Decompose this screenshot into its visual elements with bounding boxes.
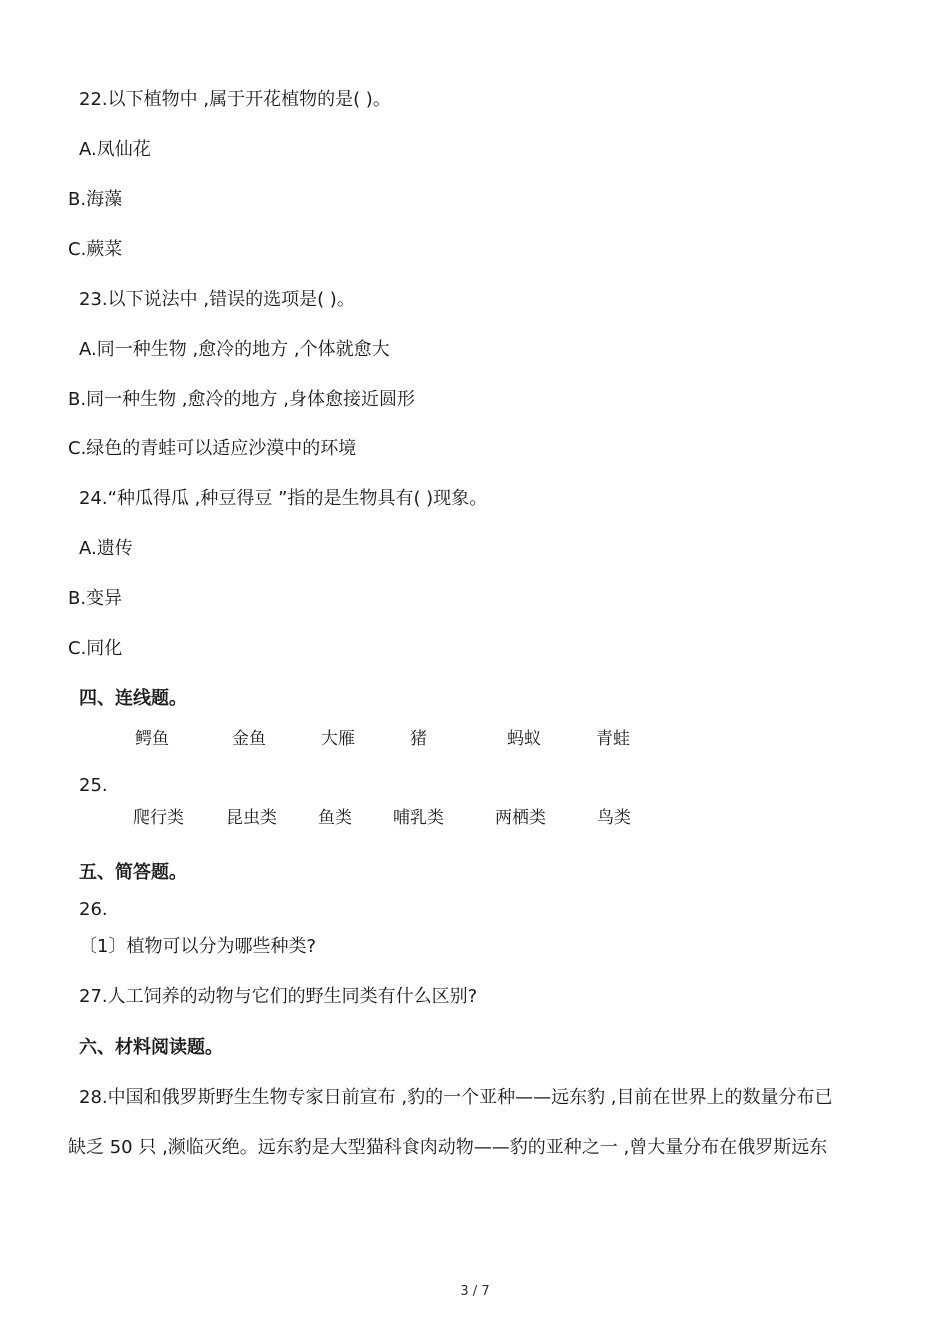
section-5-title: 五、简答题。 [79,862,187,883]
question-23-stem: 23.以下说法中 ,错误的选项是( )。 [79,289,355,310]
question-24-option-b: B.变异 [68,588,123,609]
question-27: 27.人工饲养的动物与它们的野生同类有什么区别? [79,986,478,1007]
question-25-number: 25. [79,775,108,796]
question-23-option-a: A.同一种生物 ,愈冷的地方 ,个体就愈大 [79,339,390,360]
question-23-option-b: B.同一种生物 ,愈冷的地方 ,身体愈接近圆形 [68,389,415,410]
question-22-stem: 22.以下植物中 ,属于开花植物的是( )。 [79,89,391,110]
question-26-number: 26. [79,899,108,920]
question-24-stem: 24.“种瓜得瓜 ,种豆得豆 ”指的是生物具有( )现象。 [79,488,488,509]
category-word[interactable]: 爬行类 [133,808,184,828]
animal-word[interactable]: 蚂蚁 [507,729,541,749]
question-22-option-a: A.凤仙花 [79,139,151,160]
category-word[interactable]: 鸟类 [597,808,631,828]
animal-word[interactable]: 金鱼 [232,729,266,749]
question-28-line-2: 缺乏 50 只 ,濒临灭绝。远东豹是大型猫科食肉动物——豹的亚种之一 ,曾大量分布在俄罗斯远东 [68,1137,828,1158]
animal-word[interactable]: 青蛙 [596,729,630,749]
category-word[interactable]: 两栖类 [495,808,546,828]
page-number: 3 / 7 [460,1284,490,1299]
section-6-title: 六、材料阅读题。 [79,1037,223,1058]
animal-word[interactable]: 鳄鱼 [135,729,169,749]
category-word[interactable]: 哺乳类 [393,808,444,828]
category-word[interactable]: 鱼类 [318,808,352,828]
category-word[interactable]: 昆虫类 [226,808,277,828]
question-24-option-a: A.遗传 [79,538,133,559]
question-26-sub-1: 〔1〕植物可以分为哪些种类? [79,936,317,957]
question-23-option-c: C.绿色的青蛙可以适应沙漠中的环境 [68,438,357,459]
question-28-line-1: 28.中国和俄罗斯野生生物专家日前宣布 ,豹的一个亚种——远东豹 ,目前在世界上的数量分布已 [79,1087,833,1108]
animal-word[interactable]: 猪 [410,729,427,749]
question-24-option-c: C.同化 [68,638,123,659]
question-22-option-b: B.海藻 [68,189,123,210]
animal-word[interactable]: 大雁 [321,729,355,749]
question-22-option-c: C.蕨菜 [68,239,123,260]
section-4-title: 四、连线题。 [79,688,187,709]
